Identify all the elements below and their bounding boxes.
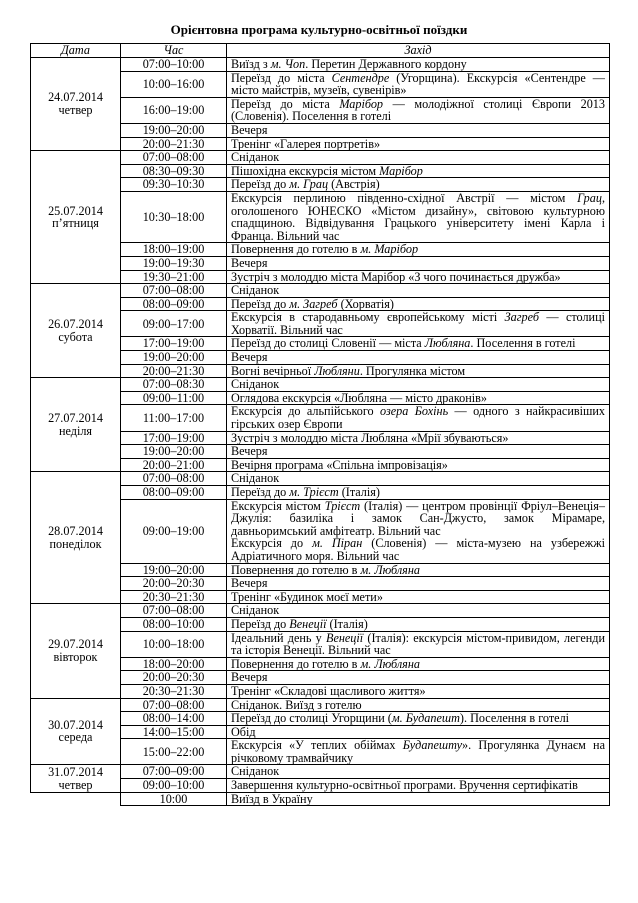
event-cell — [227, 458, 610, 472]
event-description — [231, 378, 605, 391]
time-cell: 20:00–20:30 — [121, 671, 227, 685]
event-description — [231, 591, 605, 604]
event-text: Зустріч з молоддю міста Любляна «Мрії збуваються» — [231, 430, 509, 445]
event-description — [231, 271, 605, 284]
place-name: м. Любляна — [360, 656, 420, 671]
event-description — [231, 178, 605, 191]
header-date: Дата — [31, 44, 121, 58]
event-cell — [227, 364, 610, 378]
time-cell: 09:00–10:00 — [121, 779, 227, 793]
event-cell — [227, 577, 610, 591]
event-text: Екскурсія в стародавньому європейському місті — [231, 310, 505, 325]
event-text: Вечеря — [231, 670, 268, 685]
weekday-value: четвер — [58, 103, 93, 118]
weekday-value: неділя — [58, 423, 93, 438]
event-cell — [227, 779, 610, 793]
table-row — [31, 472, 610, 486]
event-description — [231, 392, 605, 405]
time-cell: 14:00–15:00 — [121, 725, 227, 739]
event-text: Виїзд в Україну — [231, 791, 313, 806]
date-value: 30.07.2014 — [48, 717, 103, 732]
time-cell: 20:30–21:30 — [121, 684, 227, 698]
place-name: Сентендре — [331, 70, 390, 85]
time-cell: 18:00–19:00 — [121, 243, 227, 257]
event-text: Переїзд до — [231, 296, 290, 311]
event-cell — [227, 378, 610, 392]
event-description — [231, 365, 605, 378]
date-cell — [31, 151, 121, 284]
event-text: — столиці Хорватії. Вільний час — [231, 310, 605, 337]
event-text: ». Прогулянка Дунаєм на річковому трамвайчику — [231, 738, 605, 765]
event-description — [231, 257, 605, 270]
event-description — [231, 618, 605, 631]
table-row — [31, 58, 610, 72]
event-description — [231, 658, 605, 671]
place-name: Трієст — [324, 498, 361, 513]
event-cell — [227, 191, 610, 242]
time-cell: 07:00–08:00 — [121, 604, 227, 618]
event-cell — [227, 765, 610, 779]
event-cell — [227, 712, 610, 726]
event-cell — [227, 123, 610, 137]
event-description — [231, 405, 605, 430]
empty-cell — [31, 792, 121, 806]
place-name: Венеції — [326, 630, 364, 645]
event-text: Сніданок — [231, 603, 280, 618]
event-text: Ідеальний день у — [231, 630, 326, 645]
event-cell — [227, 792, 610, 806]
event-text: Вечеря — [231, 444, 268, 459]
event-cell — [227, 164, 610, 178]
time-cell: 08:00–09:00 — [121, 486, 227, 500]
event-description — [231, 58, 605, 71]
time-cell: 07:00–08:00 — [121, 472, 227, 486]
place-name: м. Грац — [289, 177, 329, 192]
time-cell: 10:30–18:00 — [121, 191, 227, 242]
date-cell — [31, 378, 121, 472]
time-cell: 09:00–11:00 — [121, 391, 227, 405]
event-text: Переїзд до столиці Словенії — міста — [231, 336, 425, 351]
event-description — [231, 243, 605, 256]
event-text: , оголошеного ЮНЕСКО «Містом дизайну», світовою культурною спадщиною. Відвідування Грацького університету імені Карла і Франца. Вільний час — [231, 190, 605, 243]
place-name: м. Марібор — [360, 242, 419, 257]
schedule-table — [30, 43, 610, 806]
event-cell — [227, 684, 610, 698]
event-cell — [227, 671, 610, 685]
event-text: — одного з найкрасивіших гірських озер Європи — [231, 404, 605, 432]
place-name: м. Загреб — [289, 296, 338, 311]
event-text: Переїзд до столиці Угорщини ( — [231, 711, 392, 726]
place-name: Марібор — [379, 163, 423, 178]
event-description — [231, 98, 605, 123]
event-description — [231, 765, 605, 778]
weekday-value: п’ятниця — [52, 216, 99, 231]
event-text: (Італія): екскурсія містом-привидом, легенди та історія Венеції. Вільний час — [231, 630, 605, 658]
event-text: Повернення до готелю в — [231, 242, 361, 257]
time-cell: 09:30–10:30 — [121, 178, 227, 192]
time-cell: 16:00–19:00 — [121, 97, 227, 123]
date-value: 31.07.2014 — [48, 764, 103, 779]
event-description — [231, 486, 605, 499]
time-cell: 20:30–21:30 — [121, 590, 227, 604]
place-name: Загреб — [504, 310, 539, 325]
time-cell: 17:00–19:00 — [121, 337, 227, 351]
time-cell: 17:00–19:00 — [121, 431, 227, 445]
event-text: Оглядова екскурсія «Любляна — місто драконів» — [231, 390, 487, 405]
event-cell — [227, 178, 610, 192]
event-cell — [227, 97, 610, 123]
event-description — [231, 699, 605, 712]
event-description — [231, 151, 605, 164]
time-cell: 19:30–21:00 — [121, 270, 227, 284]
event-cell — [227, 617, 610, 631]
event-text: Сніданок — [231, 764, 280, 779]
date-cell — [31, 58, 121, 151]
event-text: Переїзд до — [231, 177, 290, 192]
time-cell: 18:00–20:00 — [121, 657, 227, 671]
time-cell: 11:00–17:00 — [121, 405, 227, 431]
weekday-value: вівторок — [53, 649, 98, 664]
time-cell: 08:30–09:30 — [121, 164, 227, 178]
event-text: Тренінг «Складові щасливого життя» — [231, 683, 426, 698]
event-text: Сніданок — [231, 377, 280, 392]
event-text: Вечірня програма «Спільна імпровізація» — [231, 457, 448, 472]
event-cell — [227, 71, 610, 97]
event-description — [231, 459, 605, 472]
event-cell — [227, 563, 610, 577]
place-name: Грац — [577, 190, 602, 205]
weekday-value: середа — [58, 730, 93, 745]
time-cell: 07:00–08:00 — [121, 698, 227, 712]
date-value: 29.07.2014 — [48, 637, 103, 652]
time-cell: 15:00–22:00 — [121, 739, 227, 765]
event-cell — [227, 590, 610, 604]
event-cell — [227, 739, 610, 765]
event-text: Тренінг «Будинок моєї мети» — [231, 589, 383, 604]
event-description — [231, 124, 605, 137]
event-text: Обід — [231, 724, 256, 739]
event-cell — [227, 270, 610, 284]
event-text: Екскурсія «У теплих обіймах — [231, 738, 403, 753]
date-value: 24.07.2014 — [48, 90, 103, 105]
time-cell: 08:00–14:00 — [121, 712, 227, 726]
event-description — [231, 311, 605, 336]
event-description — [231, 165, 605, 178]
weekday-value: субота — [58, 329, 93, 344]
event-text: Сніданок — [231, 150, 280, 165]
event-text: (Словенія) — міста-музею на узбережжі Адріатичного моря. Вільний час — [231, 536, 606, 563]
table-row — [31, 284, 610, 298]
event-text: Сніданок — [231, 283, 280, 298]
place-name: м. Чоп — [270, 57, 306, 71]
time-cell: 08:00–10:00 — [121, 617, 227, 631]
event-text: Екскурсія містом — [231, 498, 325, 513]
time-cell: 09:00–17:00 — [121, 311, 227, 337]
event-description — [231, 779, 605, 792]
time-cell: 10:00 — [121, 792, 227, 806]
event-description — [231, 72, 605, 97]
event-cell — [227, 284, 610, 298]
event-description — [231, 604, 605, 617]
event-text: Сніданок — [231, 471, 280, 486]
place-name: м. Піран — [312, 536, 363, 551]
time-cell: 19:00–20:00 — [121, 123, 227, 137]
event-description — [231, 577, 605, 590]
event-cell — [227, 405, 610, 431]
event-text: Вечеря — [231, 350, 268, 365]
place-name: Марібор — [339, 96, 384, 111]
date-cell — [31, 284, 121, 378]
event-text: (Італія) — центром провінції Фріул–Венеція–Джулія: базиліка і замок Сан-Джусто, замок Мірамаре, давньоримський амфітеатр. Вільний час — [231, 498, 605, 538]
event-text: Переїзд до — [231, 485, 290, 499]
event-text: Повернення до готелю в — [231, 562, 361, 577]
date-value: 26.07.2014 — [48, 317, 103, 332]
event-cell — [227, 631, 610, 657]
place-name: озера Бохінь — [380, 404, 449, 419]
event-text: Пішохідна екскурсія містом — [231, 163, 380, 178]
event-text: Виїзд з — [231, 57, 271, 71]
event-cell — [227, 351, 610, 365]
date-cell — [31, 472, 121, 604]
place-name: м. Будапешт — [391, 711, 460, 726]
event-cell — [227, 725, 610, 739]
event-description — [231, 472, 605, 485]
event-cell — [227, 297, 610, 311]
event-text: Переїзд до — [231, 616, 290, 631]
schedule-body — [31, 58, 610, 806]
event-cell — [227, 337, 610, 351]
event-cell — [227, 256, 610, 270]
event-text: Вечеря — [231, 576, 268, 591]
event-text: Переїзд до міста — [231, 70, 332, 85]
event-cell — [227, 137, 610, 151]
time-cell: 20:00–20:30 — [121, 577, 227, 591]
date-cell — [31, 765, 121, 792]
time-cell: 07:00–08:00 — [121, 151, 227, 165]
event-text: Вечеря — [231, 255, 268, 270]
event-cell — [227, 472, 610, 486]
time-cell: 19:00–19:30 — [121, 256, 227, 270]
event-description — [231, 192, 605, 242]
event-cell — [227, 657, 610, 671]
place-name: м. Любляна — [360, 562, 420, 577]
event-description — [231, 671, 605, 684]
event-description — [231, 337, 605, 350]
table-row — [31, 765, 610, 779]
event-description — [231, 284, 605, 297]
event-text: (Австрія) — [328, 177, 380, 192]
date-value: 25.07.2014 — [48, 203, 103, 218]
event-description — [231, 298, 605, 311]
time-cell: 10:00–18:00 — [121, 631, 227, 657]
event-text: Переїзд до міста — [231, 96, 340, 111]
event-description — [231, 726, 605, 739]
event-text: Тренінг «Галерея портретів» — [231, 136, 381, 151]
time-cell: 07:00–10:00 — [121, 58, 227, 72]
place-name: Будапешту — [402, 738, 463, 753]
place-name: Любляна — [424, 336, 471, 351]
time-cell: 07:00–09:00 — [121, 765, 227, 779]
event-description — [231, 685, 605, 698]
event-description — [231, 351, 605, 364]
time-cell: 07:00–08:00 — [121, 284, 227, 298]
date-value: 28.07.2014 — [48, 524, 103, 539]
event-cell — [227, 311, 610, 337]
time-cell: 08:00–09:00 — [121, 297, 227, 311]
event-text: ). Поселення в готелі — [459, 711, 570, 726]
page-title: Орієнтовна програма культурно-освітньої поїздки — [170, 22, 468, 37]
header-event: Захід — [227, 44, 610, 58]
event-text: (Угорщина). Екскурсія «Сентендре — місто майстрів, музеїв, сувенірів» — [231, 70, 605, 98]
event-cell — [227, 486, 610, 500]
event-description — [231, 432, 605, 445]
event-cell — [227, 243, 610, 257]
event-cell — [227, 151, 610, 165]
time-cell: 20:00–21:30 — [121, 137, 227, 151]
event-cell — [227, 391, 610, 405]
event-text: . Перетин Державного кордону — [305, 57, 467, 71]
event-description — [231, 564, 605, 577]
event-text: Сніданок. Виїзд з готелю — [231, 697, 362, 712]
time-cell: 19:00–20:00 — [121, 351, 227, 365]
event-description — [231, 632, 605, 657]
event-text: Зустріч з молоддю міста Марібор «З чого починається дружба» — [231, 269, 561, 284]
event-description — [231, 138, 605, 151]
event-text: Повернення до готелю в — [231, 656, 361, 671]
weekday-value: четвер — [58, 777, 93, 792]
time-cell: 07:00–08:30 — [121, 378, 227, 392]
time-cell: 10:00–16:00 — [121, 71, 227, 97]
header-time: Час — [121, 44, 227, 58]
event-text: . Поселення в готелі — [470, 336, 576, 351]
event-text: Екскурсія до — [231, 536, 313, 551]
event-cell — [227, 604, 610, 618]
table-header-row — [31, 44, 610, 58]
event-text: (Італія) — [338, 485, 380, 499]
event-cell — [227, 499, 610, 563]
event-description — [231, 712, 605, 725]
table-row — [31, 698, 610, 712]
event-cell — [227, 698, 610, 712]
date-cell — [31, 604, 121, 698]
event-description — [231, 537, 605, 562]
event-text: Вечеря — [231, 122, 268, 137]
time-cell: 19:00–20:00 — [121, 445, 227, 459]
event-cell — [227, 58, 610, 72]
time-cell: 20:00–21:30 — [121, 364, 227, 378]
event-text: (Хорватія) — [337, 296, 394, 311]
table-row — [31, 604, 610, 618]
date-value: 27.07.2014 — [48, 411, 103, 426]
event-cell — [227, 445, 610, 459]
table-row — [31, 792, 610, 806]
table-row — [31, 151, 610, 165]
time-cell: 09:00–19:00 — [121, 499, 227, 563]
time-cell: 19:00–20:00 — [121, 563, 227, 577]
event-text: . Прогулянка містом — [359, 363, 466, 378]
event-text: — молодіжної столиці Європи 2013 (Словенія). Поселення в готелі — [231, 96, 605, 124]
time-cell: 20:00–21:00 — [121, 458, 227, 472]
event-text: (Італія) — [326, 616, 368, 631]
table-row — [31, 378, 610, 392]
place-name: м. Трієст — [289, 485, 339, 499]
event-description — [231, 445, 605, 458]
event-text: Завершення культурно-освітньої програми. Вручення сертифікатів — [231, 778, 578, 793]
place-name: Венеції — [289, 616, 327, 631]
place-name: Любляни — [314, 363, 360, 378]
event-text: Екскурсія перлиною південно-східної Австрії — містом — [231, 190, 578, 205]
event-cell — [227, 431, 610, 445]
weekday-value: понеділок — [49, 536, 102, 551]
date-cell — [31, 698, 121, 765]
event-description — [231, 500, 605, 538]
event-description — [231, 739, 605, 764]
event-text: Вогні вечірньої — [231, 363, 315, 378]
event-text: Екскурсія до альпійського — [231, 404, 381, 419]
